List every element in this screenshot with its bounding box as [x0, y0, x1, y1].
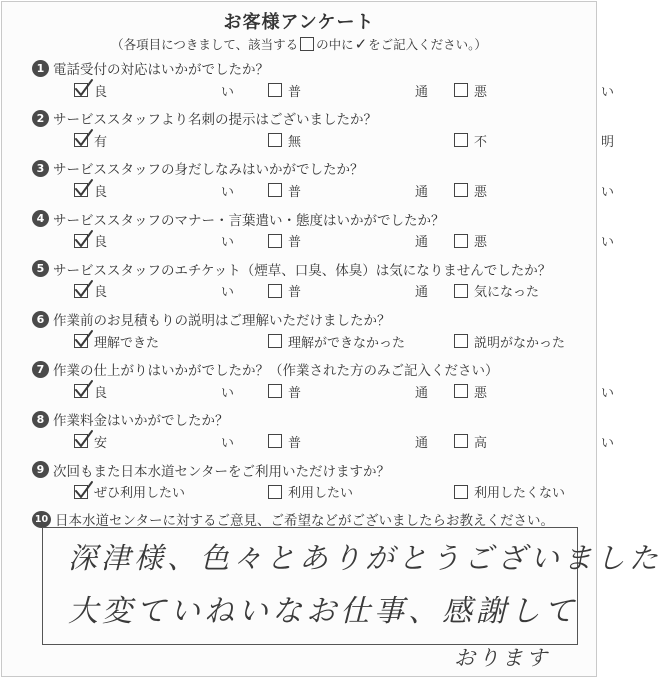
answer-option[interactable]	[74, 80, 244, 100]
checked-checkbox[interactable]	[74, 234, 88, 248]
answer-option-label-part: 普	[288, 435, 302, 451]
handwritten-comment-line-2: 大変ていねいなお仕事、感謝して	[68, 594, 578, 629]
checkbox[interactable]	[454, 133, 468, 147]
question-number-badge: 5	[32, 260, 49, 277]
answer-option-label-part: ぜひ利用したい	[94, 486, 186, 502]
answer-option-label-part: 明	[600, 134, 614, 150]
answer-option-label-part: 理解ができなかった	[288, 335, 406, 351]
answer-option-label-part: 悪	[474, 84, 488, 100]
question-text: 作業の仕上がりはいかがでしたか？（作業された方のみご記入ください）	[53, 363, 499, 380]
form-title: お客様アンケート	[223, 12, 375, 33]
checkbox[interactable]	[268, 83, 282, 97]
answer-option-label	[288, 81, 428, 100]
answer-option[interactable]	[74, 281, 244, 301]
checked-checkbox[interactable]	[74, 485, 88, 499]
checkbox[interactable]	[454, 284, 468, 298]
question-text: 次回もまた日本水道センターをご利用いただけますか？	[53, 463, 390, 480]
question-text: サービススタッフのエチケット（煙草、口臭、体臭）は気になりませんでしたか？	[53, 262, 552, 279]
answer-option-label-part: 普	[288, 385, 302, 401]
question-text: 作業料金はいかがでしたか？	[53, 413, 229, 430]
question-number-badge: 9	[32, 461, 49, 478]
answer-option[interactable]	[268, 130, 438, 150]
answer-option-label-part: 通	[414, 435, 428, 451]
question-number-badge: 6	[32, 311, 49, 328]
check-mark-icon	[73, 177, 95, 199]
answer-option-label	[94, 432, 234, 451]
answer-option-label	[94, 332, 159, 351]
answer-option-label-part: 悪	[474, 184, 488, 200]
answer-option-label-part: 気になった	[474, 285, 540, 301]
handwritten-comment-line-1: 深津様、色々とありがとうございました	[68, 541, 662, 575]
answer-option[interactable]	[454, 180, 624, 200]
answer-option-label-part: 普	[288, 285, 302, 301]
instruction-after: をご記入ください。）	[368, 37, 487, 52]
question-text: サービススタッフより名刺の提示はございましたか？	[53, 112, 377, 129]
question-text: サービススタッフのマナー・言葉遣い・態度はいかがでしたか？	[53, 212, 445, 229]
answer-option-label	[94, 482, 185, 501]
form-instruction	[2, 35, 596, 53]
question-number-badge: 3	[32, 160, 49, 177]
checked-checkbox[interactable]	[74, 83, 88, 97]
question-number-badge: 1	[32, 60, 49, 77]
checked-checkbox[interactable]	[74, 334, 88, 348]
question-number-badge: 10	[32, 511, 51, 528]
answer-option-label-part: 普	[288, 84, 302, 100]
answer-option-label-part: い	[220, 84, 234, 100]
question-number-badge: 7	[32, 361, 49, 378]
answer-option-label-part: 無	[288, 134, 302, 150]
question-number-badge: 8	[32, 411, 49, 428]
checkbox[interactable]	[268, 133, 282, 147]
instruction-before: （各項目につきまして、該当する	[111, 37, 299, 52]
question-6	[32, 309, 582, 359]
checkbox[interactable]	[268, 284, 282, 298]
checkbox[interactable]	[454, 234, 468, 248]
answer-option-label-part: 利用したい	[288, 486, 354, 502]
handwritten-comment-line-3: おります	[454, 646, 550, 670]
checkbox[interactable]	[454, 183, 468, 197]
answer-option[interactable]	[74, 482, 244, 502]
answer-option-label-part: 通	[414, 285, 428, 301]
question-text: 電話受付の対応はいかがでしたか？	[53, 62, 269, 78]
checked-checkbox[interactable]	[74, 284, 88, 298]
answer-option-label-part: 良	[94, 84, 108, 100]
answer-option-label	[288, 332, 405, 351]
answer-option[interactable]	[74, 130, 244, 150]
checkbox[interactable]	[268, 434, 282, 448]
answer-option-label	[474, 181, 614, 200]
check-mark-icon	[73, 378, 95, 400]
answer-option-label	[94, 382, 234, 401]
answer-option-label-part: い	[220, 184, 234, 200]
checkbox[interactable]	[268, 183, 282, 197]
checked-checkbox[interactable]	[74, 183, 88, 197]
answer-option-label-part: 利用したくない	[474, 486, 566, 502]
answer-option-label-part: い	[600, 385, 614, 401]
check-mark-icon: ✓	[354, 35, 368, 53]
answer-option-label	[474, 281, 539, 300]
question-9	[32, 460, 582, 510]
check-mark-icon	[73, 127, 95, 149]
question-6-text-line	[32, 309, 391, 329]
check-mark-icon	[73, 77, 95, 99]
answer-option-label	[288, 432, 428, 451]
answer-option-label	[288, 382, 428, 401]
answer-option-label	[288, 131, 301, 150]
answer-option-label-part: 良	[94, 285, 108, 301]
answer-option-label-part: 普	[288, 235, 302, 251]
question-number-badge: 4	[32, 210, 49, 227]
answer-option[interactable]	[74, 331, 244, 351]
answer-option[interactable]	[268, 180, 438, 200]
answer-option-label-part: い	[600, 435, 614, 451]
check-mark-icon	[73, 228, 95, 250]
answer-option-label	[288, 181, 428, 200]
checked-checkbox[interactable]	[74, 384, 88, 398]
answer-option-label	[474, 81, 614, 100]
checkbox[interactable]	[268, 485, 282, 499]
question-text: 日本水道センターに対するご意見、ご希望などがございましたらお教えください。	[55, 513, 554, 529]
answer-option-label	[94, 81, 234, 100]
answer-option-label-part: 悪	[474, 235, 488, 251]
checkbox[interactable]	[268, 334, 282, 348]
question-8-text-line	[32, 409, 229, 429]
answer-option-label-part: い	[220, 385, 234, 401]
answer-option-label	[474, 382, 614, 401]
answer-option-label-part: い	[600, 235, 614, 251]
answer-option[interactable]	[74, 180, 244, 200]
checkbox[interactable]	[268, 384, 282, 398]
questionnaire-sheet	[1, 1, 662, 677]
answer-option-label	[474, 432, 614, 451]
checkbox[interactable]	[268, 234, 282, 248]
question-3	[32, 158, 614, 208]
answer-option[interactable]	[454, 80, 624, 100]
answer-option[interactable]	[268, 281, 438, 301]
checkbox[interactable]	[454, 485, 468, 499]
answer-option-label-part: い	[600, 84, 614, 100]
answer-option-label	[94, 281, 234, 300]
answer-option[interactable]	[268, 231, 438, 251]
answer-option-label-part: 普	[288, 184, 302, 200]
answer-option-label-part: 通	[414, 385, 428, 401]
checkbox[interactable]	[454, 334, 468, 348]
answer-option[interactable]	[454, 431, 624, 451]
check-mark-icon	[73, 278, 95, 300]
checkbox[interactable]	[454, 83, 468, 97]
question-number-badge: 2	[32, 110, 49, 127]
answer-option-label-part: 通	[414, 235, 428, 251]
answer-option[interactable]	[268, 80, 438, 100]
answer-option-label-part: 通	[414, 84, 428, 100]
instruction-middle: の中に	[316, 37, 354, 52]
answer-option[interactable]	[268, 482, 438, 502]
question-1	[32, 58, 614, 108]
question-2-text-line	[32, 108, 377, 128]
question-4-text-line	[32, 209, 445, 229]
question-1-text-line	[32, 58, 269, 78]
question-3-text-line	[32, 158, 364, 178]
answer-option-label	[288, 281, 428, 300]
answer-option[interactable]	[454, 231, 624, 251]
question-text: 作業前のお見積もりの説明はご理解いただけましたか？	[53, 313, 391, 329]
answer-option-label-part: 良	[94, 385, 108, 401]
answer-option[interactable]	[454, 482, 624, 502]
question-5	[32, 259, 582, 309]
answer-option[interactable]	[454, 331, 624, 351]
answer-option-label	[474, 332, 565, 351]
question-7-text-line	[32, 359, 499, 379]
answer-option-label-part: 高	[474, 435, 488, 451]
answer-option[interactable]	[74, 381, 244, 401]
answer-option[interactable]	[454, 281, 624, 301]
check-mark-icon	[73, 479, 95, 501]
answer-option-label-part: 有	[94, 134, 108, 150]
answer-option-label-part: 悪	[474, 385, 488, 401]
answer-option-label-part: 説明がなかった	[474, 335, 566, 351]
answer-option-label-part: い	[600, 184, 614, 200]
answer-option-label-part: い	[220, 285, 234, 301]
answer-option-label-part: 良	[94, 235, 108, 251]
checked-checkbox[interactable]	[74, 133, 88, 147]
answer-option[interactable]	[268, 331, 438, 351]
question-10-text-line	[32, 509, 554, 529]
answer-option-label	[474, 482, 565, 501]
question-2	[32, 108, 614, 158]
answer-option[interactable]	[454, 381, 624, 401]
question-9-text-line	[32, 460, 390, 480]
answer-option-label-part: 安	[94, 435, 108, 451]
question-text: サービススタッフの身だしなみはいかがでしたか？	[53, 162, 364, 179]
answer-option-label	[94, 131, 107, 150]
check-mark-icon	[73, 328, 95, 350]
checkbox-icon	[300, 37, 314, 51]
check-mark-icon	[73, 428, 95, 450]
answer-option[interactable]	[454, 130, 624, 150]
checkbox[interactable]	[454, 434, 468, 448]
answer-option[interactable]	[74, 231, 244, 251]
answer-option-label	[94, 231, 234, 250]
answer-option-label-part: 理解できた	[94, 335, 160, 351]
checkbox[interactable]	[454, 384, 468, 398]
question-5-text-line	[32, 259, 551, 279]
answer-option-label-part: い	[220, 235, 234, 251]
answer-option-label	[474, 231, 614, 250]
answer-option[interactable]	[268, 431, 438, 451]
question-8	[32, 409, 614, 459]
checked-checkbox[interactable]	[74, 434, 88, 448]
question-7	[32, 359, 614, 409]
answer-option[interactable]	[268, 381, 438, 401]
answer-option-label	[474, 131, 614, 150]
answer-option-label	[94, 181, 234, 200]
answer-option-label	[288, 482, 353, 501]
answer-option-label-part: い	[220, 435, 234, 451]
question-4	[32, 209, 614, 259]
answer-option-label-part: 不	[474, 134, 488, 150]
answer-option-label-part: 良	[94, 184, 108, 200]
answer-option-label	[288, 231, 428, 250]
answer-option-label-part: 通	[414, 184, 428, 200]
answer-option[interactable]	[74, 431, 244, 451]
